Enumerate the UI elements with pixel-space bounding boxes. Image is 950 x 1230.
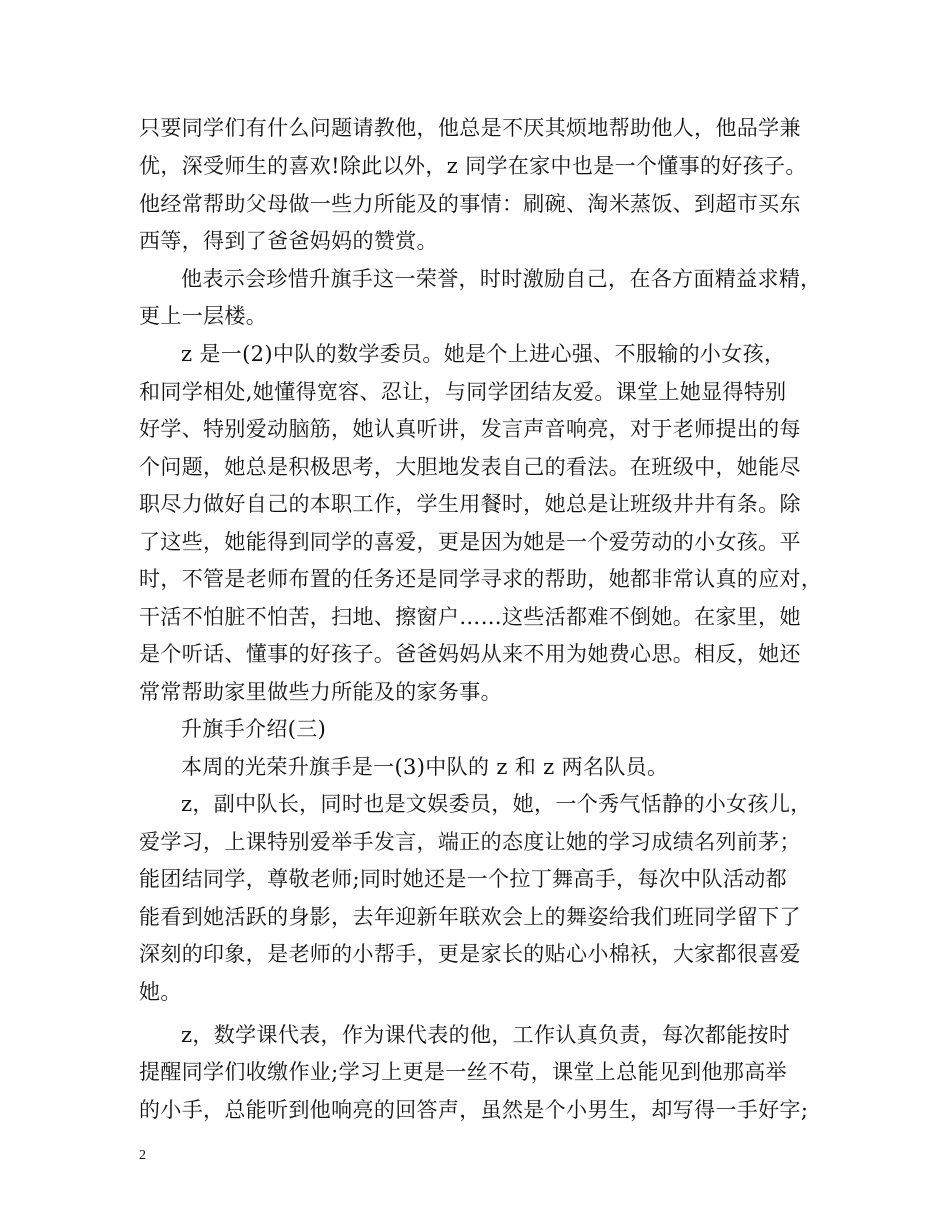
section-heading: 升旗手介绍(三): [181, 717, 327, 741]
paragraph-first-line: z，副中队长，同时也是文娱委员，她，一个秀气恬静的小女孩儿，: [181, 792, 812, 816]
text-line: 只要同学们有什么问题请教他，他总是不厌其烦地帮助他人，他品学兼: [139, 116, 801, 140]
page-number: 2: [139, 1148, 146, 1163]
text-line: 更上一层楼。: [139, 304, 268, 328]
text-line: 能看到她活跃的身影，去年迎新年联欢会上的舞姿给我们班同学留下了: [139, 905, 801, 929]
text-line: 和同学相处,她懂得宽容、忍让，与同学团结友爱。课堂上她显得特别: [139, 380, 787, 404]
text-line: 职尽力做好自己的本职工作，学生用餐时，她总是让班级井井有条。除: [139, 492, 801, 516]
text-line: 的小手，总能听到他响亮的回答声，虽然是个小男生，却写得一手好字;: [139, 1098, 809, 1122]
text-line: 西等，得到了爸爸妈妈的赞赏。: [139, 229, 438, 253]
paragraph-first-line: 他表示会珍惜升旗手这一荣誉，时时激励自己，在各方面精益求精，: [181, 267, 822, 291]
paragraph-first-line: z 是一(2)中队的数学委员。她是个上进心强、不服输的小女孩，: [181, 342, 786, 366]
text-line: 深刻的印象，是老师的小帮手，更是家长的贴心小棉袄，大家都很喜爱: [139, 942, 801, 966]
paragraph-first-line: 本周的光荣升旗手是一(3)中队的 z 和 z 两名队员。: [181, 755, 669, 779]
text-line: 她。: [139, 980, 182, 1004]
paragraph-first-line: z，数学课代表，作为课代表的他，工作认真负责，每次都能按时: [181, 1023, 791, 1047]
text-line: 干活不怕脏不怕苦，扫地、擦窗户……这些活都难不倒她。在家里，她: [139, 605, 801, 629]
text-line: 他经常帮助父母做一些力所能及的事情：刷碗、淘米蒸饭、到超市买东: [139, 192, 801, 216]
text-line: 提醒同学们收缴作业;学习上更是一丝不苟，课堂上总能见到他那高举: [139, 1060, 787, 1084]
text-line: 是个听话、懂事的好孩子。爸爸妈妈从来不用为她费心思。相反，她还: [139, 642, 801, 666]
text-line: 了这些，她能得到同学的喜爱，更是因为她是一个爱劳动的小女孩。平: [139, 530, 801, 554]
text-line: 常常帮助家里做些力所能及的家务事。: [139, 680, 502, 704]
text-line: 个问题，她总是积极思考，大胆地发表自己的看法。在班级中，她能尽: [139, 455, 801, 479]
text-line: 优，深受师生的喜欢!除此以外，z 同学在家中也是一个懂事的好孩子。: [139, 154, 807, 178]
text-line: 好学、特别爱动脑筋，她认真听讲，发言声音响亮，对于老师提出的每: [139, 417, 801, 441]
text-line: 时，不管是老师布置的任务还是同学寻求的帮助，她都非常认真的应对，: [139, 567, 823, 591]
text-line: 爱学习，上课特别爱举手发言，端正的态度让她的学习成绩名列前茅；: [139, 830, 801, 854]
text-line: 能团结同学，尊敬老师;同时她还是一个拉丁舞高手，每次中队活动都: [139, 867, 787, 891]
